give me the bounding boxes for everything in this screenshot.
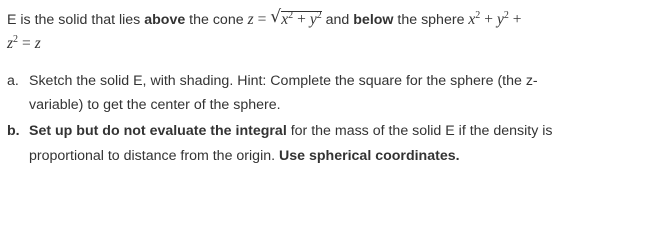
part-b-label: b. — [7, 123, 20, 139]
part-b-bold-coords: Use spherical coordinates. — [279, 148, 460, 164]
intro-and: and — [321, 12, 354, 28]
intro-cone: the cone — [185, 12, 248, 28]
sphere-y: y — [496, 11, 504, 28]
part-b-bold-instruction: Set up but do not evaluate the integral — [29, 123, 287, 139]
cone-lhs: z — [247, 11, 254, 28]
intro-below: below — [353, 12, 394, 28]
intro-prefix: E is the solid that lies — [7, 12, 145, 28]
part-a-line-1: Sketch the solid E, with shading. Hint: Complete the square for the sphere (the z- — [29, 73, 538, 89]
part-a-label: a. — [7, 73, 19, 89]
sphere-x: x — [468, 11, 476, 28]
part-b-line-2: proportional to distance from the origin. Use spherical coordinates. — [29, 148, 460, 164]
part-b-line-1: Set up but do not evaluate the integral for the mass of the solid E if the density is — [29, 123, 553, 139]
intro-sphere: the sphere — [393, 12, 469, 28]
cone-radicand: $x^2 + y^2$ — [281, 10, 322, 28]
problem-statement-line-2: $z^2 = z$ — [7, 34, 41, 52]
cone-eq: = — [257, 11, 267, 28]
intro-above: above — [144, 12, 186, 28]
sphere-rhs: z — [34, 35, 41, 52]
part-a-line-2: variable) to get the center of the sphere. — [29, 97, 281, 113]
radical-sign-icon: √ — [270, 7, 282, 27]
sphere-z: z — [7, 35, 14, 52]
cone-sqrt — [270, 7, 322, 30]
problem-statement-line-1: E is the solid that lies above the cone z = √ $x^2 + y^2$ and below the sphere $x^2 + y^2$ + — [7, 7, 522, 28]
